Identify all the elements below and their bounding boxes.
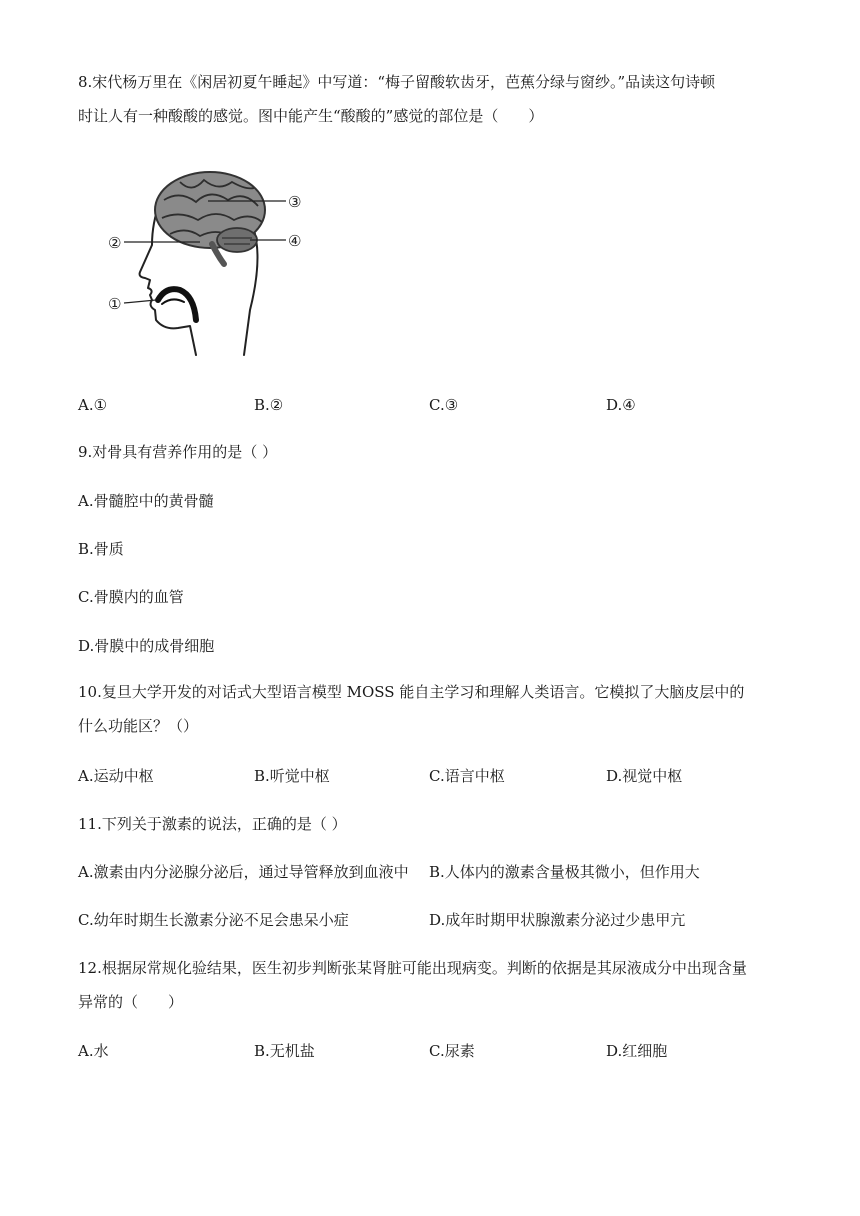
q10-stem-line-2: 什么功能区？（） <box>78 717 199 735</box>
label-3: ③ <box>288 193 302 211</box>
q12-option-d[interactable]: D.红细胞 <box>606 1042 668 1060</box>
q10-option-b[interactable]: B.听觉中枢 <box>254 767 330 785</box>
q9-option-c[interactable]: C.骨膜内的血管 <box>78 588 184 606</box>
q12-stem-line-2: 异常的（ ） <box>78 993 184 1011</box>
q11-option-d[interactable]: D.成年时期甲状腺激素分泌过少患甲亢 <box>429 911 686 929</box>
q8-option-d[interactable]: D.④ <box>606 396 636 414</box>
q11-option-c[interactable]: C.幼年时期生长激素分泌不足会患呆小症 <box>78 911 349 929</box>
q10-option-d[interactable]: D.视觉中枢 <box>606 767 683 785</box>
oral-cavity <box>158 289 196 320</box>
q10-option-c[interactable]: C.语言中枢 <box>429 767 505 785</box>
head-brain-diagram <box>100 160 320 360</box>
q11-stem: 11.下列关于激素的说法，正确的是（ ） <box>78 815 347 833</box>
q12-option-c[interactable]: C.尿素 <box>429 1042 475 1060</box>
q8-stem-line-2: 时让人有一种酸酸的感觉。图中能产生“酸酸的”感觉的部位是（ ） <box>78 107 544 125</box>
label-2: ② <box>108 234 122 252</box>
q9-stem: 9.对骨具有营养作用的是（ ） <box>78 443 278 461</box>
q12-option-a[interactable]: A.水 <box>78 1042 109 1060</box>
q8-option-b[interactable]: B.② <box>254 396 284 414</box>
q10-option-a[interactable]: A.运动中枢 <box>78 767 154 785</box>
q9-option-a[interactable]: A.骨髓腔中的黄骨髓 <box>78 492 214 510</box>
q8-stem-line-1: 8.宋代杨万里在《闲居初夏午睡起》中写道：“梅子留酸软齿牙，芭蕉分绿与窗纱。”品读这句诗顿 <box>78 73 716 91</box>
q11-option-a[interactable]: A.激素由内分泌腺分泌后，通过导管释放到血液中 <box>78 863 409 881</box>
q12-stem-line-1: 12.根据尿常规化验结果，医生初步判断张某肾脏可能出现病变。判断的依据是其尿液成分中出现含量 <box>78 959 747 977</box>
label-4: ④ <box>288 232 302 250</box>
q9-option-b[interactable]: B.骨质 <box>78 540 124 558</box>
q8-option-c[interactable]: C.③ <box>429 396 459 414</box>
q12-option-b[interactable]: B.无机盐 <box>254 1042 315 1060</box>
label-1: ① <box>108 295 122 313</box>
q8-option-a[interactable]: A.① <box>78 396 108 414</box>
q9-option-d[interactable]: D.骨膜中的成骨细胞 <box>78 637 215 655</box>
q10-stem-line-1: 10.复旦大学开发的对话式大型语言模型 MOSS 能自主学习和理解人类语言。它模拟了大脑皮层中的 <box>78 683 745 701</box>
q11-option-b[interactable]: B.人体内的激素含量极其微小，但作用大 <box>429 863 700 881</box>
